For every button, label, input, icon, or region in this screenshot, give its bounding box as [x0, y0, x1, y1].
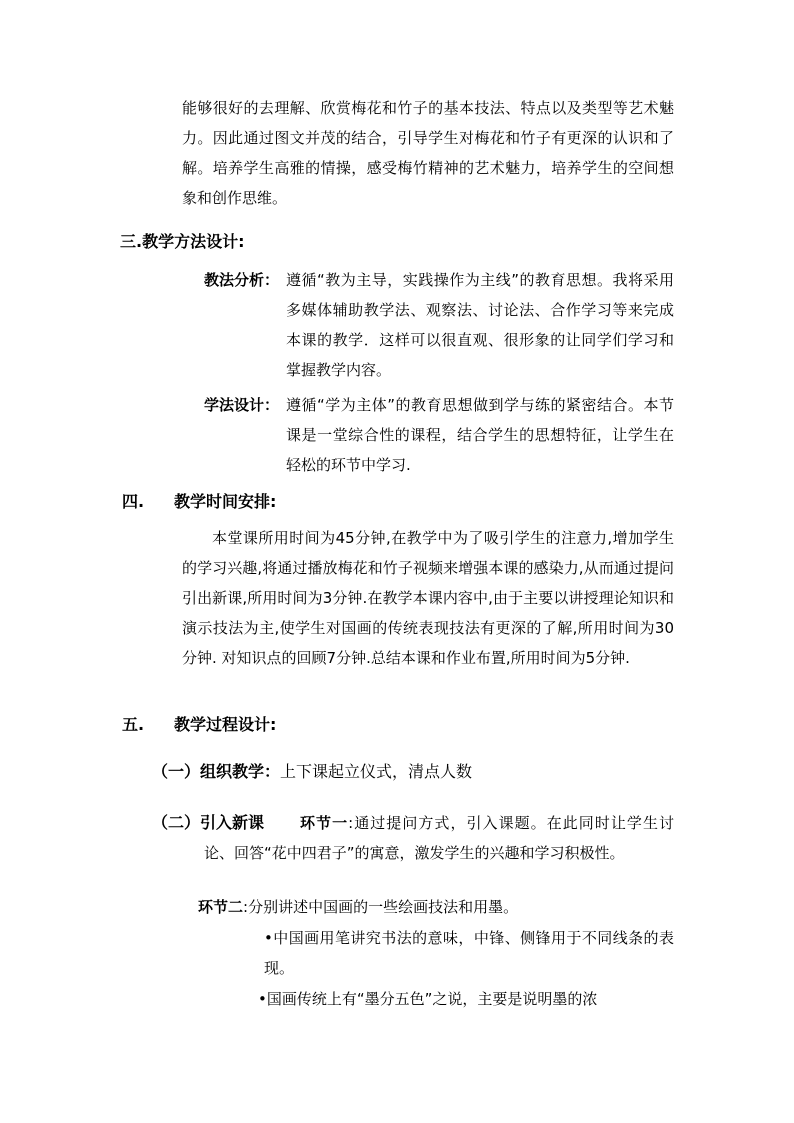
section-4-heading: 教学时间安排: — [174, 492, 277, 511]
bullet-1-text: •中国画用笔讲究书法的意味，中锋、侧锋用于不同线条的表现。 — [264, 929, 674, 977]
section-5-heading: 教学过程设计: — [174, 715, 277, 734]
learning-method-label: 学法设计： — [204, 396, 280, 414]
teaching-method-text — [286, 265, 674, 385]
bullet-2-text: •国画传统上有“墨分五色”之说，主要是说明墨的浓 — [258, 990, 598, 1008]
time-arrangement-paragraph — [182, 523, 674, 673]
teaching-method-label: 教法分析： — [204, 271, 280, 289]
step-1-text: 上下课起立仪式，清点人数 — [280, 762, 473, 781]
teaching-method-text-content: 遵循“教为主导，实践操作为主线”的教育思想。我将采用多媒体辅助教学法、观察法、讨论法、合作学习等来完成本课的教学．这样可以很直观、很形象的让同学们学习和掌握教学内容。 — [286, 271, 674, 379]
step-1-organize — [152, 757, 472, 787]
step-3-line — [198, 892, 518, 922]
intro-paragraph — [182, 93, 674, 213]
step-2-link-label: 环节一 — [300, 814, 349, 832]
step-2-text: :通过提问方式，引入课题。在此同时让学生讨论、回答“花中四君子”的寓意，激发学生的兴趣和学习积极性。 — [204, 814, 674, 862]
step-2-label: （二）引入新课 — [152, 813, 265, 832]
step-2-content — [204, 808, 674, 868]
bullet-brush-technique — [264, 923, 674, 983]
bullet-ink-five-colors — [258, 984, 674, 1014]
section-5-number: 五. — [122, 715, 145, 734]
learning-method-text — [286, 390, 674, 480]
learning-method-text-content: 遵循“学为主体”的教育思想做到学与练的紧密结合。本节课是一堂综合性的课程，结合学生的思想特征，让学生在轻松的环节中学习. — [286, 396, 674, 474]
step-3-label: 环节二 — [198, 898, 244, 916]
intro-paragraph-text: 能够很好的去理解、欣赏梅花和竹子的基本技法、特点以及类型等艺术魅力。因此通过图文并茂的结合，引导学生对梅花和竹子有更深的认识和了解。培养学生高雅的情操，感受梅竹精神的艺术魅力，培养学生的空间想象和创作思维。 — [182, 99, 674, 207]
step-3-text: :分别讲述中国画的一些绘画技法和用墨。 — [243, 898, 519, 916]
step-1-label: （一）组织教学： — [152, 762, 281, 781]
section-3-heading: 三.教学方法设计: — [120, 232, 245, 251]
time-arrangement-text: 本堂课所用时间为45分钟,在教学中为了吸引学生的注意力,增加学生的学习兴趣,将通过播放梅花和竹子视频来增强本课的感染力,从而通过提问引出新课,所用时间为3分钟.在教学本课内容中,由于主要以讲授理论知识和演示技法为主,使学生对国画的传统表现技法有更深的了解,所用时间为30分钟. 对知识点的回顾7分钟.总结本课和作业布置,所用时间为5分钟. — [182, 529, 674, 667]
section-4-number: 四. — [122, 492, 145, 511]
